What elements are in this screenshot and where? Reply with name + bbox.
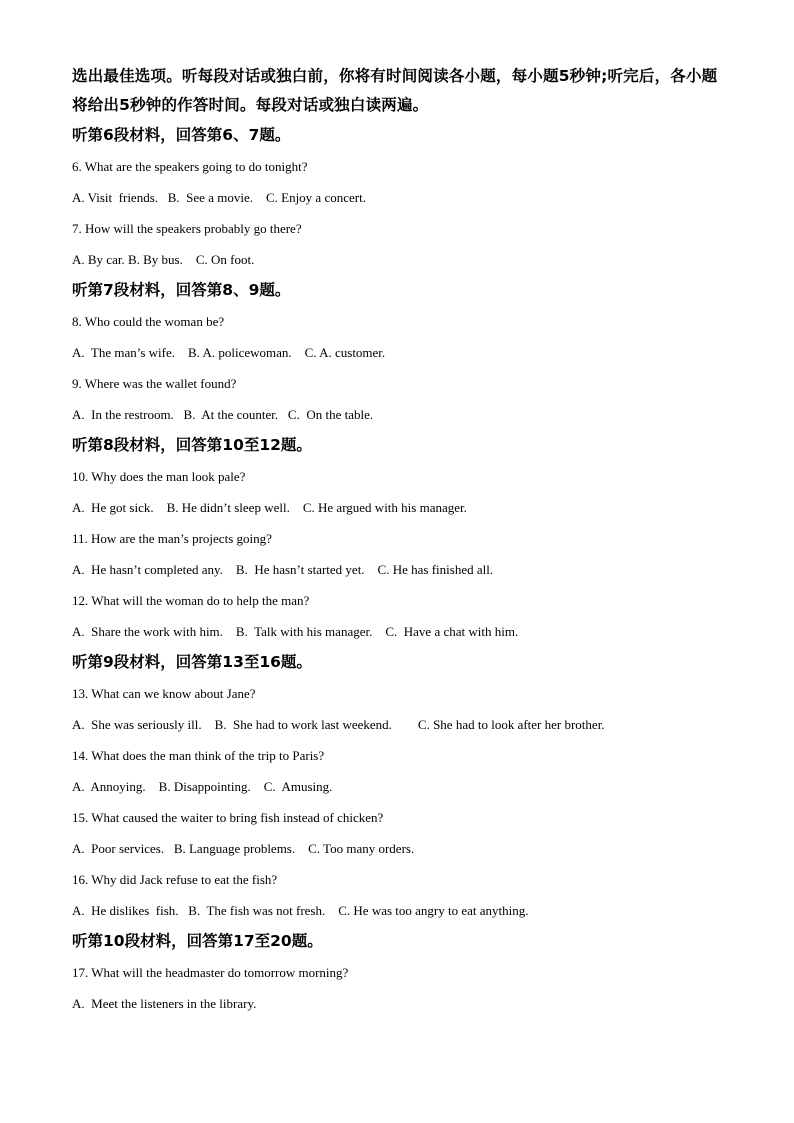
question-8: 8. Who could the woman be? — [72, 314, 225, 329]
options-13: A. She was seriously ill. B. She had to work last weekend. C. She had to look after her brother. — [72, 717, 605, 732]
question-14: 14. What does the man think of the trip to Paris? — [72, 748, 325, 763]
exam-page — [72, 62, 732, 1019]
options-17: A. Meet the listeners in the library. — [72, 996, 257, 1011]
instructions-paragraph: 选出最佳选项。听每段对话或独白前，你将有时间阅读各小题，每小题5秒钟;听完后，各小题将给出5秒钟的作答时间。每段对话或独白读两遍。 — [72, 67, 718, 114]
options-6: A. Visit friends. B. See a movie. C. Enjoy a concert. — [72, 190, 366, 205]
section-heading: 听第7段材料，回答第8、9题。 — [72, 281, 291, 299]
section-heading: 听第10段材料，回答第17至20题。 — [72, 932, 323, 950]
options-11: A. He hasn’t completed any. B. He hasn’t started yet. C. He has finished all. — [72, 562, 494, 577]
section-heading: 听第8段材料，回答第10至12题。 — [72, 436, 312, 454]
section-6 — [72, 120, 732, 275]
question-13: 13. What can we know about Jane? — [72, 686, 256, 701]
options-8: A. The man’s wife. B. A. policewoman. C. A. customer. — [72, 345, 386, 360]
question-16: 16. Why did Jack refuse to eat the fish? — [72, 872, 278, 887]
question-10: 10. Why does the man look pale? — [72, 469, 246, 484]
section-9 — [72, 647, 732, 926]
section-heading: 听第6段材料，回答第6、7题。 — [72, 126, 291, 144]
section-10 — [72, 926, 732, 1019]
question-9: 9. Where was the wallet found? — [72, 376, 237, 391]
section-7 — [72, 275, 732, 430]
question-7: 7. How will the speakers probably go there? — [72, 221, 302, 236]
question-12: 12. What will the woman do to help the man? — [72, 593, 310, 608]
options-7: A. By car. B. By bus. C. On foot. — [72, 252, 255, 267]
options-14: A. Annoying. B. Disappointing. C. Amusing. — [72, 779, 333, 794]
options-16: A. He dislikes fish. B. The fish was not fresh. C. He was too angry to eat anything. — [72, 903, 529, 918]
question-17: 17. What will the headmaster do tomorrow morning? — [72, 965, 349, 980]
options-15: A. Poor services. B. Language problems. C. Too many orders. — [72, 841, 415, 856]
section-heading: 听第9段材料，回答第13至16题。 — [72, 653, 312, 671]
question-11: 11. How are the man’s projects going? — [72, 531, 272, 546]
question-15: 15. What caused the waiter to bring fish instead of chicken? — [72, 810, 384, 825]
options-9: A. In the restroom. B. At the counter. C. On the table. — [72, 407, 374, 422]
options-12: A. Share the work with him. B. Talk with his manager. C. Have a chat with him. — [72, 624, 519, 639]
section-8 — [72, 430, 732, 647]
options-10: A. He got sick. B. He didn’t sleep well. C. He argued with his manager. — [72, 500, 467, 515]
question-6: 6. What are the speakers going to do tonight? — [72, 159, 308, 174]
